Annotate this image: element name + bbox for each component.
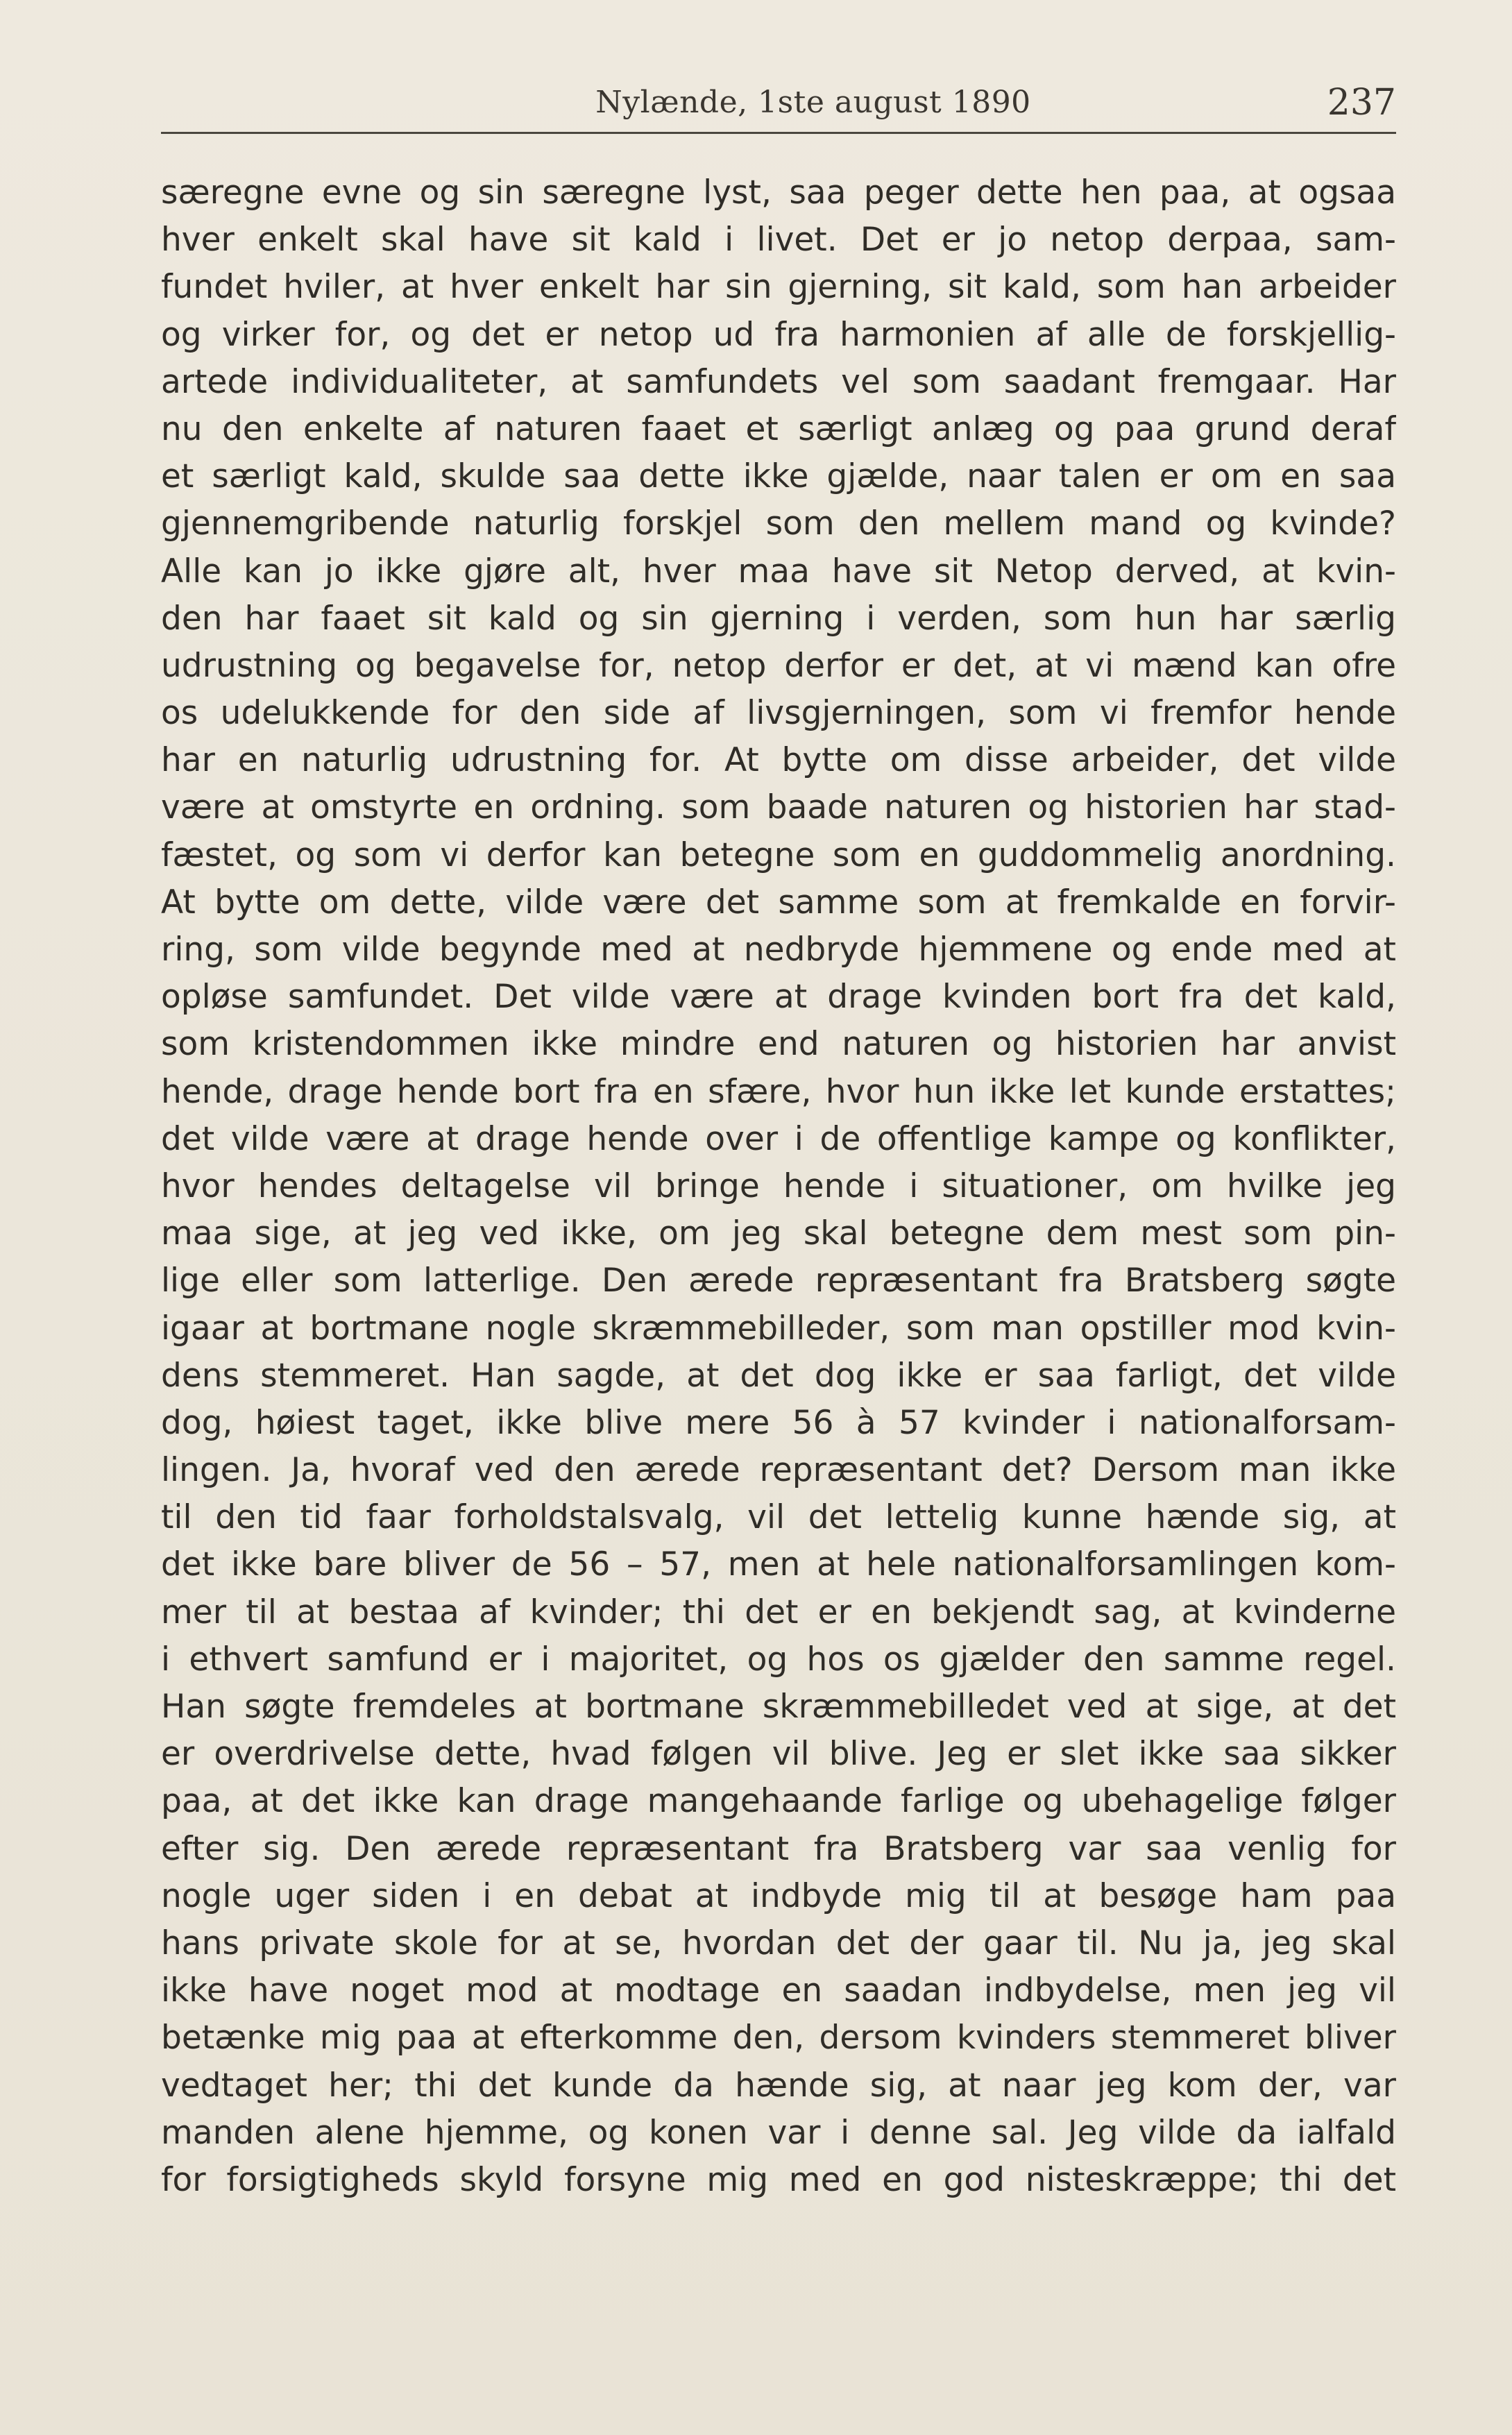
text-line: hans private skole for at se, hvordan det der gaar til. Nu ja, jeg skal xyxy=(161,1924,1396,1962)
text-line: det ikke bare bliver de 56 – 57, men at hele nationalforsamlingen kom- xyxy=(161,1545,1396,1584)
running-title: Nylænde, 1ste august 1890 xyxy=(595,85,1031,120)
text-line: gjennemgribende naturlig forskjel som den mellem mand og kvinde? xyxy=(161,504,1396,543)
text-line: nogle uger siden i en debat at indbyde mig til at besøge ham paa xyxy=(161,1876,1396,1915)
text-line: være at omstyrte en ordning. som baade naturen og historien har stad- xyxy=(161,788,1396,827)
text-line: os udelukkende for den side af livsgjerningen, som vi fremfor hende xyxy=(161,694,1396,733)
page-number: 237 xyxy=(1327,82,1396,124)
text-line: manden alene hjemme, og konen var i denne sal. Jeg vilde da ialfald xyxy=(161,2113,1396,2152)
text-line: har en naturlig udrustning for. At bytte om disse arbeider, det vilde xyxy=(161,741,1396,780)
text-line: er overdrivelse dette, hvad følgen vil blive. Jeg er slet ikke saa sikker xyxy=(161,1735,1396,1774)
page-header xyxy=(161,75,1396,130)
text-line: ikke have noget mod at modtage en saadan indbydelse, men jeg vil xyxy=(161,1971,1396,2010)
text-line: maa sige, at jeg ved ikke, om jeg skal betegne dem mest som pin- xyxy=(161,1214,1396,1253)
text-line: igaar at bortmane nogle skræmmebilleder, som man opstiller mod kvin- xyxy=(161,1309,1396,1348)
text-line: betænke mig paa at efterkomme den, dersom kvinders stemmeret bliver xyxy=(161,2019,1396,2058)
text-line: et særligt kald, skulde saa dette ikke gjælde, naar talen er om en saa xyxy=(161,457,1396,496)
text-line: særegne evne og sin særegne lyst, saa peger dette hen paa, at ogsaa xyxy=(161,173,1396,212)
text-line: dens stemmeret. Han sagde, at det dog ikke er saa farligt, det vilde xyxy=(161,1356,1396,1395)
text-line: det vilde være at drage hende over i de offentlige kampe og konflikter, xyxy=(161,1119,1396,1158)
text-line: dog, høiest taget, ikke blive mere 56 à 57 kvinder i nationalforsam- xyxy=(161,1403,1396,1442)
text-line: fæstet, og som vi derfor kan betegne som en guddommelig anordning. xyxy=(161,835,1396,874)
text-line: hvor hendes deltagelse vil bringe hende i situationer, om hvilke jeg xyxy=(161,1166,1396,1205)
text-line: At bytte om dette, vilde være det samme som at fremkalde en forvir- xyxy=(161,883,1396,922)
text-line: efter sig. Den ærede repræsentant fra Bratsberg var saa venlig for xyxy=(161,1829,1396,1868)
text-line: som kristendommen ikke mindre end naturen og historien har anvist xyxy=(161,1025,1396,1064)
text-line: hende, drage hende bort fra en sfære, hvor hun ikke let kunde erstattes; xyxy=(161,1072,1396,1111)
text-line: opløse samfundet. Det vilde være at drage kvinden bort fra det kald, xyxy=(161,978,1396,1017)
text-line: mer til at bestaa af kvinder; thi det er en bekjendt sag, at kvinderne xyxy=(161,1593,1396,1631)
text-line: fundet hviler, at hver enkelt har sin gjerning, sit kald, som han arbeider xyxy=(161,268,1396,307)
text-line: for forsigtigheds skyld forsyne mig med en god nisteskræppe; thi det xyxy=(161,2160,1396,2199)
text-line: i ethvert samfund er i majoritet, og hos os gjælder den samme regel. xyxy=(161,1640,1396,1679)
text-line: lingen. Ja, hvoraf ved den ærede repræsentant det? Dersom man ikke xyxy=(161,1451,1396,1490)
text-line: paa, at det ikke kan drage mangehaande farlige og ubehagelige følger xyxy=(161,1782,1396,1821)
text-line: lige eller som latterlige. Den ærede repræsentant fra Bratsberg søgte xyxy=(161,1262,1396,1300)
text-line: og virker for, og det er netop ud fra harmonien af alle de forskjellig- xyxy=(161,315,1396,354)
text-line: Han søgte fremdeles at bortmane skræmmebilledet ved at sige, at det xyxy=(161,1688,1396,1726)
text-line: til den tid faar forholdstalsvalg, vil det lettelig kunne hænde sig, at xyxy=(161,1498,1396,1537)
header-rule xyxy=(161,132,1396,134)
body-text xyxy=(161,169,1396,2204)
text-line: ring, som vilde begynde med at nedbryde hjemmene og ende med at xyxy=(161,931,1396,969)
text-line: vedtaget her; thi det kunde da hænde sig, at naar jeg kom der, var xyxy=(161,2066,1396,2105)
text-line: artede individualiteter, at samfundets vel som saadant fremgaar. Har xyxy=(161,362,1396,401)
text-line: udrustning og begavelse for, netop derfor er det, at vi mænd kan ofre xyxy=(161,646,1396,685)
text-line: den har faaet sit kald og sin gjerning i verden, som hun har særlig xyxy=(161,599,1396,638)
text-line: Alle kan jo ikke gjøre alt, hver maa have sit Netop derved, at kvin- xyxy=(161,552,1396,591)
text-line: nu den enkelte af naturen faaet et særligt anlæg og paa grund deraf xyxy=(161,409,1396,448)
text-line: hver enkelt skal have sit kald i livet. Det er jo netop derpaa, sam- xyxy=(161,221,1396,260)
